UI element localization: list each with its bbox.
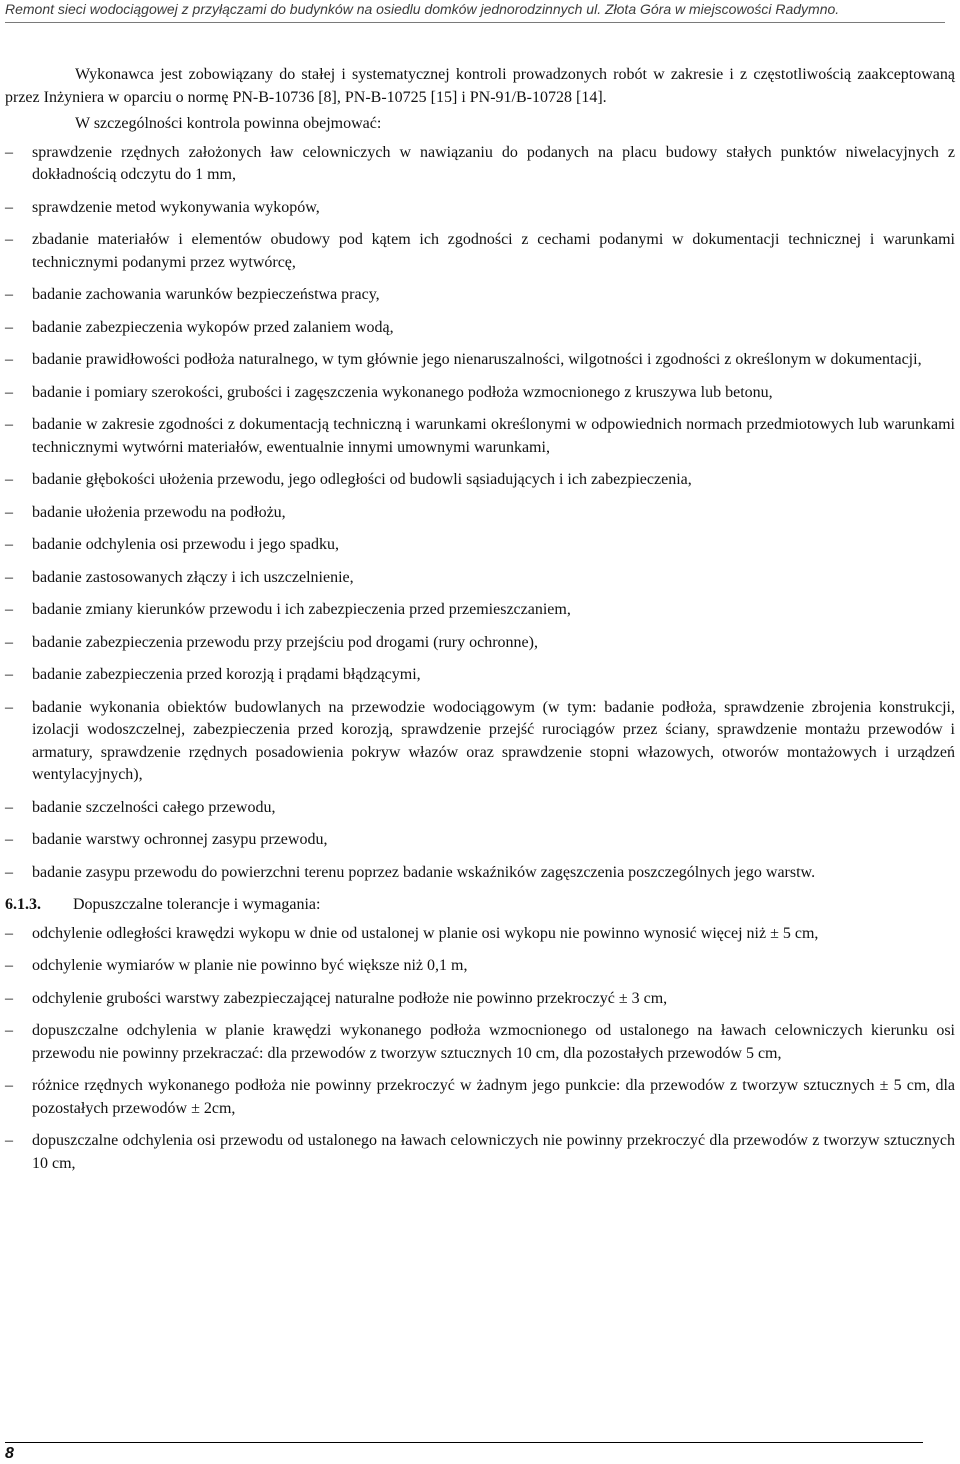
control-item-text: zbadanie materiałów i elementów obudowy pod kątem ich zgodności z cechami podanymi w dokumentacji technicznej i warunkami technicznymi podanymi przez wytwórcę,	[32, 231, 955, 271]
tolerance-item	[5, 988, 955, 1011]
control-item-text: badanie zasypu przewodu do powierzchni terenu poprzez badanie wskaźników zagęszczenia poszczególnych jego warstw.	[32, 863, 816, 881]
control-item-text: badanie w zakresie zgodności z dokumentacją techniczną i warunkami określonymi w odpowiednich normach przedmiotowych lub warunkami technicznymi wytwórni materiałów, ewentualnie innymi umownymi warunkami,	[32, 416, 955, 456]
dash-bullet: –	[5, 1077, 13, 1094]
control-item	[5, 862, 955, 885]
dash-bullet: –	[5, 286, 13, 303]
control-item-text: badanie zabezpieczenia wykopów przed zalaniem wodą,	[32, 318, 394, 336]
tolerance-item-text: odchylenie odległości krawędzi wykopu w dnie od ustalonej w planie osi wykopu nie powinno wynosić więcej niż ± 5 cm,	[32, 924, 819, 942]
control-item	[5, 829, 955, 852]
control-list	[5, 142, 955, 885]
tolerance-item-text: dopuszczalne odchylenia osi przewodu od ustalonego na ławach celowniczych nie powinny przekroczyć dla przewodów z tworzyw sztucznych 10 cm,	[32, 1132, 955, 1172]
control-item-text: badanie warstwy ochronnej zasypu przewodu,	[32, 831, 328, 848]
control-item-text: sprawdzenie metod wykonywania wykopów,	[32, 198, 320, 216]
control-item-text: badanie wykonania obiektów budowlanych na przewodzie wodociągowym (w tym: badanie podłoża, sprawdzenie zbrojenia konstrukcji, izolacji wodoszczelnej, zabezpieczenia przed korozją, sprawdzenie przejść rurociągów przez ściany, sprawdzenie montażu przewodów i armatury, sprawdzenie rzędnych posadowienia pokryw włazów oraz sprawdzenie stopni włazowych, otworów montażowych i urządzeń wentylacyjnych),	[32, 698, 955, 783]
tolerance-item-text: odchylenie grubości warstwy zabezpieczającej naturalne podłoże nie powinno przekroczyć ± 3 cm,	[32, 989, 668, 1007]
dash-bullet: –	[5, 863, 13, 881]
dash-bullet: –	[5, 798, 13, 816]
control-item	[5, 599, 955, 622]
control-item-text: badanie zmiany kierunków przewodu i ich zabezpieczenia przed przemieszczaniem,	[32, 601, 571, 618]
footer-rule	[5, 1442, 923, 1443]
control-item	[5, 197, 955, 220]
section-heading	[5, 894, 955, 917]
tolerance-item-text: odchylenie wymiarów w planie nie powinno być większe niż 0,1 m,	[32, 957, 468, 974]
dash-bullet: –	[5, 231, 13, 248]
dash-bullet: –	[5, 633, 13, 651]
dash-bullet: –	[5, 1132, 13, 1149]
control-item-text: badanie zabezpieczenia przewodu przy przejściu pod drogami (rury ochronne),	[32, 633, 538, 651]
dash-bullet: –	[5, 698, 13, 716]
control-item-text: badanie i pomiary szerokości, grubości i zagęszczenia wykonanego podłoża wzmocnionego z kruszywa lub betonu,	[32, 383, 773, 401]
dash-bullet: –	[5, 568, 13, 586]
control-item-text: badanie głębokości ułożenia przewodu, jego odległości od budowli sąsiadujących i ich zabezpieczenia,	[32, 471, 692, 488]
control-item-text: badanie prawidłowości podłoża naturalnego, w tym głównie jego nienaruszalności, wilgotności i zgodności z określonym w dokumentacji,	[32, 351, 922, 368]
page-number: 8	[5, 1445, 14, 1462]
control-item	[5, 502, 955, 525]
dash-bullet: –	[5, 957, 13, 974]
control-intro: W szczególności kontrola powinna obejmować:	[75, 115, 382, 132]
dash-bullet: –	[5, 383, 13, 401]
tolerance-item	[5, 1075, 955, 1120]
dash-bullet: –	[5, 989, 13, 1007]
control-item	[5, 349, 955, 372]
tolerance-item	[5, 1020, 955, 1065]
control-item	[5, 697, 955, 787]
control-item	[5, 664, 955, 687]
control-item	[5, 229, 955, 274]
dash-bullet: –	[5, 143, 13, 161]
control-item	[5, 284, 955, 307]
dash-bullet: –	[5, 666, 13, 683]
section-title: Dopuszczalne tolerancje i wymagania:	[73, 896, 321, 913]
dash-bullet: –	[5, 471, 13, 488]
page-header: Remont sieci wodociągowej z przyłączami do budynków na osiedlu domków jednorodzinnych ul. Złota Góra w miejscowości Radymno.	[5, 0, 945, 23]
control-item	[5, 142, 955, 187]
dash-bullet: –	[5, 831, 13, 848]
control-item	[5, 414, 955, 459]
control-item	[5, 469, 955, 492]
tolerance-item-text: różnice rzędnych wykonanego podłoża nie powinny przekroczyć w żadnym jego punkcie: dla przewodów z tworzyw sztucznych ± 5 cm, dla pozostałych przewodów ± 2cm,	[32, 1077, 955, 1117]
control-item	[5, 567, 955, 590]
dash-bullet: –	[5, 536, 13, 553]
control-item	[5, 534, 955, 557]
tolerance-item	[5, 955, 955, 978]
tolerance-item-text: dopuszczalne odchylenia w planie krawędzi wykonanego podłoża wzmocnionego od ustalonego na ławach celowniczych kierunku osi przewodu nie powinny przekraczać: dla przewodów z tworzyw sztucznych 10 cm, dla pozostałych przewodów 5 cm,	[32, 1022, 955, 1062]
document-body	[5, 64, 955, 1185]
dash-bullet: –	[5, 924, 13, 942]
dash-bullet: –	[5, 601, 13, 618]
control-item	[5, 382, 955, 405]
intro-paragraph: Wykonawca jest zobowiązany do stałej i systematycznej kontroli prowadzonych robót w zakresie i z częstotliwością zaakceptowaną przez Inżyniera w oparciu o normę PN-B-10736 [8], PN-B-10725 [15] i PN-91/B-10728 [14].	[5, 66, 955, 106]
control-item-text: badanie zastosowanych złączy i ich uszczelnienie,	[32, 568, 354, 586]
dash-bullet: –	[5, 503, 13, 521]
dash-bullet: –	[5, 416, 13, 433]
control-item-text: badanie ułożenia przewodu na podłożu,	[32, 503, 286, 521]
control-item-text: badanie odchylenia osi przewodu i jego spadku,	[32, 536, 340, 553]
dash-bullet: –	[5, 1022, 13, 1039]
control-item-text: sprawdzenie rzędnych założonych ław celowniczych w nawiązaniu do podanych na placu budowy stałych punktów niwelacyjnych z dokładnością odczytu do 1 mm,	[32, 143, 955, 183]
dash-bullet: –	[5, 198, 13, 216]
tolerance-item	[5, 923, 955, 946]
section-number: 6.1.3.	[5, 896, 41, 913]
control-item-text: badanie zachowania warunków bezpieczeństwa pracy,	[32, 286, 380, 303]
control-item-text: badanie zabezpieczenia przed korozją i prądami błądzącymi,	[32, 666, 421, 683]
control-item	[5, 317, 955, 340]
tolerance-list	[5, 923, 955, 1176]
dash-bullet: –	[5, 351, 13, 368]
tolerance-item	[5, 1130, 955, 1175]
dash-bullet: –	[5, 318, 13, 336]
control-item	[5, 632, 955, 655]
control-item-text: badanie szczelności całego przewodu,	[32, 798, 276, 816]
control-item	[5, 797, 955, 820]
